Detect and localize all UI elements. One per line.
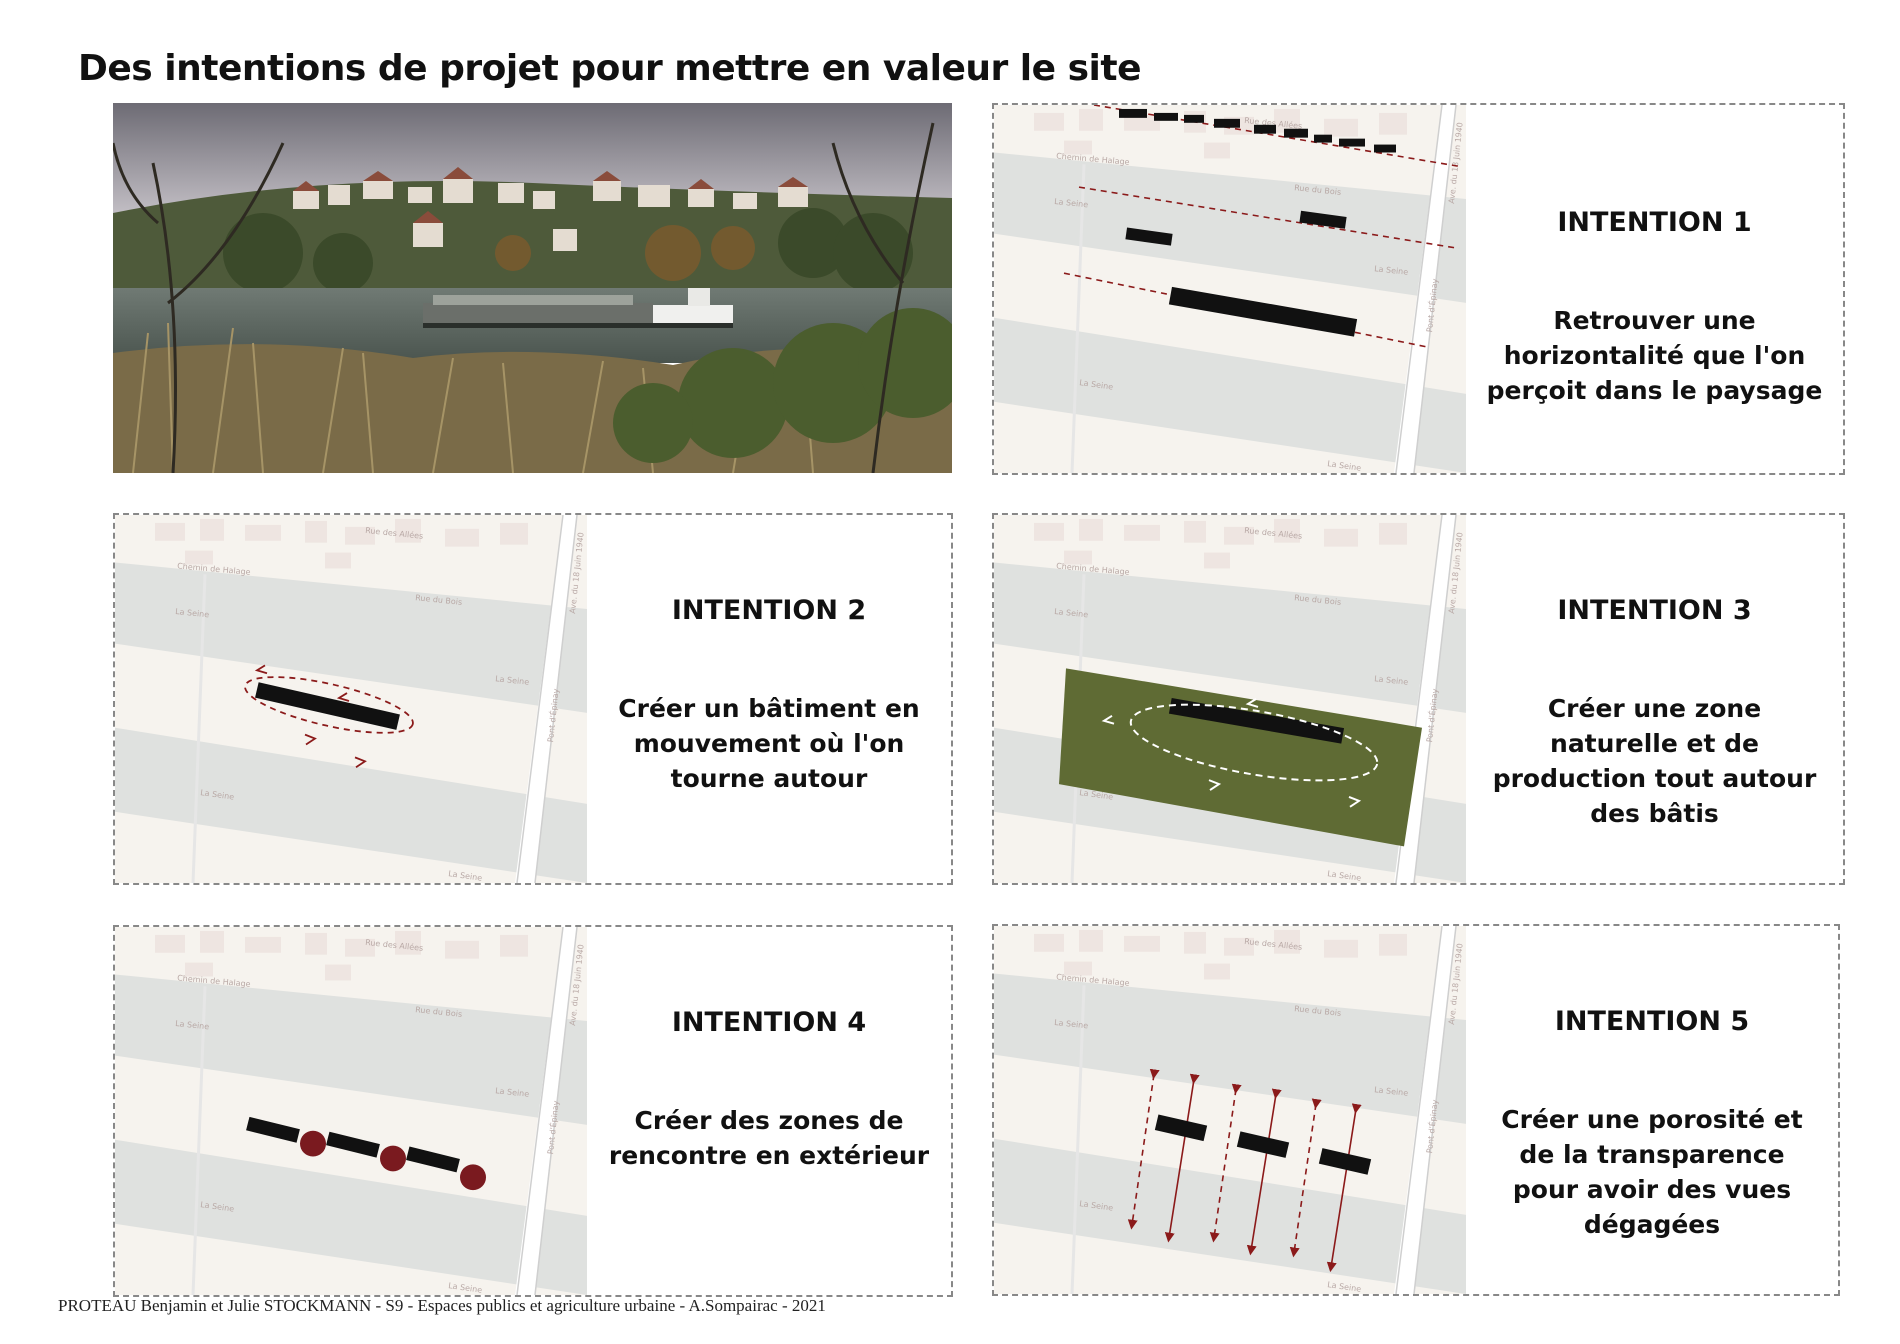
intention-4-panel [113, 925, 953, 1297]
intention-4-description [597, 1103, 941, 1173]
intention-5-line: de la transparence [1519, 1140, 1785, 1169]
intention-1-line: Retrouver une [1553, 306, 1756, 335]
intention-2-description [597, 691, 941, 796]
intention-3-line: Créer une zone [1547, 694, 1762, 723]
intention-2-line: tourne autour [670, 764, 868, 793]
intention-5-map [994, 926, 1466, 1294]
intention-5-line: pour avoir des vues [1512, 1175, 1792, 1204]
page-title: Des intentions de projet pour mettre en valeur le site [78, 48, 1141, 89]
intention-2-panel [113, 513, 953, 885]
intention-1-title: INTENTION 1 [1557, 207, 1752, 238]
intention-3-title: INTENTION 3 [1557, 595, 1752, 626]
intention-3-map [994, 515, 1466, 883]
intention-1-panel [992, 103, 1845, 475]
intention-5-line: dégagées [1583, 1210, 1721, 1239]
footer-credits: PROTEAU Benjamin et Julie STOCKMANN - S9 - Espaces publics et agriculture urbaine - A.Sompairac - 2021 [58, 1296, 826, 1315]
intention-5-panel [992, 924, 1840, 1296]
intention-2-line: Créer un bâtiment en [618, 694, 920, 723]
intention-1-line: horizontalité que l'on [1503, 341, 1806, 370]
intention-4-map [115, 927, 587, 1295]
intention-5-title: INTENTION 5 [1554, 1006, 1750, 1037]
intention-3-description [1476, 691, 1833, 831]
intention-4-line: rencontre en extérieur [608, 1141, 930, 1170]
intention-1-line: perçoit dans le paysage [1486, 376, 1823, 405]
intention-4-title: INTENTION 4 [671, 1007, 867, 1038]
intention-1-description [1476, 303, 1833, 408]
intention-1-map [994, 105, 1466, 473]
site-photo [113, 103, 952, 473]
intention-2-title: INTENTION 2 [671, 595, 867, 626]
intention-3-panel [992, 513, 1845, 885]
intention-3-line: des bâtis [1590, 799, 1719, 828]
intention-3-line: production tout autour [1492, 764, 1817, 793]
intention-4-line: Créer des zones de [634, 1106, 904, 1135]
intention-5-description [1476, 1102, 1828, 1242]
intention-3-line: naturelle et de [1550, 729, 1759, 758]
intention-2-map [115, 515, 587, 883]
intention-2-line: mouvement où l'on [633, 729, 905, 758]
intention-5-line: Créer une porosité et [1501, 1105, 1803, 1134]
